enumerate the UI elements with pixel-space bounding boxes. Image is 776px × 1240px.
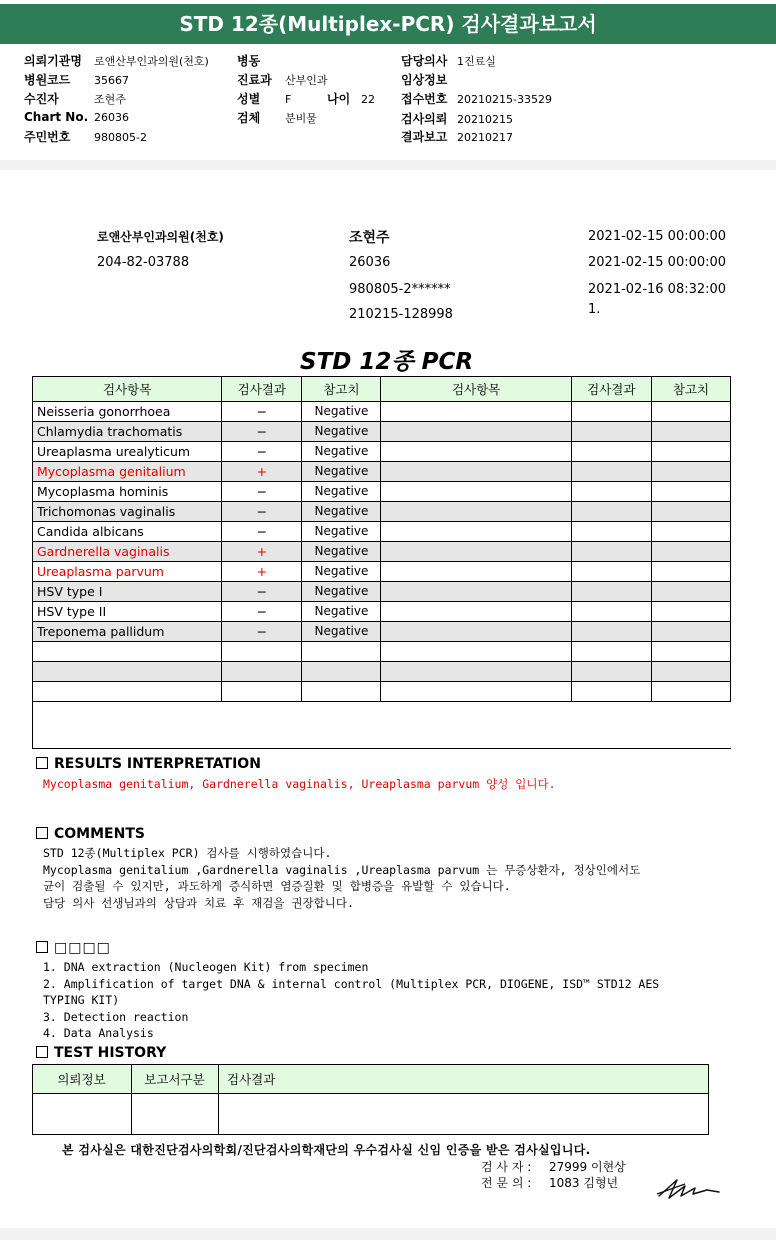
table-row xyxy=(33,562,731,582)
empty-cell xyxy=(651,662,730,682)
meta-sex: 성별 F xyxy=(237,92,292,106)
meta-hospital-code: 병원코드 35667 xyxy=(24,73,129,87)
empty-cell xyxy=(33,702,731,749)
result-cell: + xyxy=(222,562,302,582)
comment-line: 균이 검출될 수 있지만, 과도하게 증식하면 염증질환 및 합병증을 유발할 수 있습니다. xyxy=(43,879,511,893)
method-line: 4. Data Analysis xyxy=(43,1026,154,1040)
empty-cell xyxy=(381,642,571,662)
empty-cell xyxy=(381,482,571,502)
reference-cell: Negative xyxy=(302,582,381,602)
meta-age: 나이 22 xyxy=(327,92,375,106)
empty-cell xyxy=(571,682,651,702)
method-text xyxy=(43,959,659,1042)
empty-cell xyxy=(302,642,381,662)
empty-cell xyxy=(571,442,651,462)
empty-cell xyxy=(571,502,651,522)
patient-chart: 26036 xyxy=(349,255,391,270)
header-test-item-2: 검사항목 xyxy=(381,377,571,402)
header-reference: 참고치 xyxy=(302,377,381,402)
reference-cell: Negative xyxy=(302,502,381,522)
reference-cell: Negative xyxy=(302,602,381,622)
meta-examinee: 수진자 조현주 xyxy=(24,92,126,106)
test-item-cell: Chlamydia trachomatis xyxy=(33,422,222,442)
interpretation-title: RESULTS INTERPRETATION xyxy=(36,756,261,772)
empty-cell xyxy=(381,682,571,702)
empty-cell xyxy=(302,682,381,702)
table-footer-row xyxy=(33,702,731,749)
pcr-title: STD 12종 PCR xyxy=(300,349,474,375)
report-title-bar: STD 12종(Multiplex-PCR) 검사결과보고서 xyxy=(0,4,776,44)
result-cell: − xyxy=(222,482,302,502)
table-row xyxy=(33,462,731,482)
empty-cell xyxy=(651,562,730,582)
empty-cell xyxy=(571,662,651,682)
empty-cell xyxy=(571,582,651,602)
header-result-2: 검사결과 xyxy=(571,377,651,402)
empty-cell xyxy=(222,662,302,682)
meta-specimen: 검체 분비물 xyxy=(237,111,317,125)
history-header-result: 검사결과 xyxy=(219,1065,709,1094)
empty-cell xyxy=(381,662,571,682)
patient-institution: 로앤산부인과의원(천호) xyxy=(97,230,224,244)
table-row xyxy=(33,502,731,522)
table-row xyxy=(33,642,731,662)
meta-chart: Chart No. 26036 xyxy=(24,110,129,124)
examiner-signature: 검 사 자 : 27999 이현상 xyxy=(481,1160,626,1174)
empty-cell xyxy=(571,482,651,502)
meta-dept: 진료과 산부인과 xyxy=(237,73,328,87)
result-cell: − xyxy=(222,522,302,542)
meta-ward: 병동 xyxy=(237,54,261,68)
test-item-cell: Gardnerella vaginalis xyxy=(33,542,222,562)
table-row xyxy=(33,682,731,702)
results-header-row xyxy=(33,377,731,402)
test-item-cell: Treponema pallidum xyxy=(33,622,222,642)
test-item-cell: HSV type I xyxy=(33,582,222,602)
empty-cell xyxy=(381,462,571,482)
result-cell: − xyxy=(222,622,302,642)
reference-cell: Negative xyxy=(302,442,381,462)
history-row xyxy=(33,1094,709,1135)
empty-cell xyxy=(571,562,651,582)
empty-cell xyxy=(381,562,571,582)
table-row xyxy=(33,402,731,422)
empty-cell xyxy=(571,642,651,662)
test-item-cell: Ureaplasma urealyticum xyxy=(33,442,222,462)
table-row xyxy=(33,602,731,622)
patient-name: 조현주 xyxy=(349,230,390,246)
empty-cell xyxy=(651,502,730,522)
checkbox-icon xyxy=(36,757,48,769)
empty-cell xyxy=(222,682,302,702)
empty-cell xyxy=(651,522,730,542)
results-table xyxy=(32,376,731,749)
result-cell: + xyxy=(222,462,302,482)
empty-cell xyxy=(571,522,651,542)
empty-cell xyxy=(381,502,571,522)
result-cell: + xyxy=(222,542,302,562)
history-title: TEST HISTORY xyxy=(36,1045,166,1061)
reference-cell: Negative xyxy=(302,422,381,442)
report-header xyxy=(0,0,776,160)
header-result: 검사결과 xyxy=(222,377,302,402)
empty-cell xyxy=(651,542,730,562)
test-item-cell: Ureaplasma parvum xyxy=(33,562,222,582)
test-item-cell: Neisseria gonorrhoea xyxy=(33,402,222,422)
method-title: □□□□ xyxy=(36,940,111,956)
header-test-item: 검사항목 xyxy=(33,377,222,402)
method-line: 2. Amplification of target DNA & internal control (Multiplex PCR, DIOGENE, ISD™ STD12 AES xyxy=(43,976,660,991)
reference-cell: Negative xyxy=(302,522,381,542)
interpretation-text: Mycoplasma genitalium, Gardnerella vaginalis, Ureaplasma parvum 양성 입니다. xyxy=(43,777,556,791)
reference-cell: Negative xyxy=(302,542,381,562)
header-reference-2: 참고치 xyxy=(651,377,730,402)
empty-cell xyxy=(651,642,730,662)
empty-cell xyxy=(651,442,730,462)
meta-ssn: 주민번호 980805-2 xyxy=(24,130,147,144)
empty-cell xyxy=(651,462,730,482)
table-row xyxy=(33,442,731,462)
empty-cell xyxy=(571,542,651,562)
comment-line: 담당 의사 선생님과의 상담과 치료 후 재검을 권장합니다. xyxy=(43,895,354,910)
meta-receipt: 접수번호 20210215-33529 xyxy=(401,92,552,106)
meta-doctor: 담당의사 1진료실 xyxy=(401,54,496,68)
empty-cell xyxy=(33,682,222,702)
comment-line: Mycoplasma genitalium ,Gardnerella vaginalis ,Ureaplasma parvum 는 무증상환자, 정상인에서도 xyxy=(43,862,641,877)
result-cell: − xyxy=(222,502,302,522)
reference-cell: Negative xyxy=(302,622,381,642)
date-3-suffix: 1. xyxy=(588,302,601,317)
test-item-cell: Trichomonas vaginalis xyxy=(33,502,222,522)
empty-cell xyxy=(571,422,651,442)
result-cell: − xyxy=(222,422,302,442)
empty-cell xyxy=(381,542,571,562)
meta-clinical: 임상정보 xyxy=(401,73,448,87)
result-cell: − xyxy=(222,582,302,602)
empty-cell xyxy=(571,602,651,622)
empty-cell xyxy=(571,402,651,422)
empty-cell xyxy=(302,662,381,682)
history-header-request: 의뢰정보 xyxy=(33,1065,132,1094)
empty-cell xyxy=(381,402,571,422)
table-row xyxy=(33,662,731,682)
empty-cell xyxy=(381,442,571,462)
empty-cell xyxy=(651,482,730,502)
test-item-cell: Candida albicans xyxy=(33,522,222,542)
comments-title: COMMENTS xyxy=(36,826,145,842)
method-line: TYPING KIT) xyxy=(43,993,120,1007)
empty-cell xyxy=(651,622,730,642)
table-row xyxy=(33,422,731,442)
reference-cell: Negative xyxy=(302,462,381,482)
test-item-cell: Mycoplasma genitalium xyxy=(33,462,222,482)
comments-text xyxy=(43,845,640,911)
result-cell: − xyxy=(222,402,302,422)
empty-cell xyxy=(222,642,302,662)
empty-cell xyxy=(381,582,571,602)
checkbox-icon xyxy=(36,1046,48,1058)
empty-cell xyxy=(651,422,730,442)
result-cell: − xyxy=(222,442,302,462)
reference-cell: Negative xyxy=(302,402,381,422)
meta-request: 검사의뢰 20210215 xyxy=(401,112,513,126)
empty-cell xyxy=(381,522,571,542)
meta-institution: 의뢰기관명 로앤산부인과의원(천호) xyxy=(24,54,209,68)
reference-cell: Negative xyxy=(302,482,381,502)
date-2: 2021-02-15 00:00:00 xyxy=(588,255,727,270)
history-header-row xyxy=(33,1065,709,1094)
table-row xyxy=(33,622,731,642)
table-row xyxy=(33,482,731,502)
method-line: 3. Detection reaction xyxy=(43,1009,189,1024)
test-item-cell: HSV type II xyxy=(33,602,222,622)
empty-cell xyxy=(381,422,571,442)
patient-business-no: 204-82-03788 xyxy=(97,255,190,270)
patient-sample-id: 210215-128998 xyxy=(349,307,453,322)
empty-cell xyxy=(651,582,730,602)
test-item-cell: Mycoplasma hominis xyxy=(33,482,222,502)
signature-scribble-icon xyxy=(655,1172,723,1202)
empty-cell xyxy=(571,622,651,642)
empty-cell xyxy=(651,602,730,622)
table-row xyxy=(33,542,731,562)
specialist-signature: 전 문 의 : 1083 김형년 xyxy=(481,1176,619,1190)
result-cell: − xyxy=(222,602,302,622)
method-line: 1. DNA extraction (Nucleogen Kit) from specimen xyxy=(43,960,369,974)
comment-line: STD 12종(Multiplex PCR) 검사를 시행하였습니다. xyxy=(43,846,332,860)
date-1: 2021-02-15 00:00:00 xyxy=(588,229,727,244)
patient-ssn: 980805-2****** xyxy=(349,282,451,297)
empty-cell xyxy=(381,602,571,622)
table-row xyxy=(33,522,731,542)
table-row xyxy=(33,582,731,602)
date-3: 2021-02-16 08:32:00 xyxy=(588,282,727,297)
checkbox-icon xyxy=(36,827,48,839)
meta-report: 결과보고 20210217 xyxy=(401,130,513,144)
history-table xyxy=(32,1064,709,1135)
checkbox-icon xyxy=(36,941,48,953)
empty-cell xyxy=(33,642,222,662)
empty-cell xyxy=(651,682,730,702)
certification-text: 본 검사실은 대한진단검사의학회/진단검사의학재단의 우수검사실 신임 인증을 받은 검사실입니다. xyxy=(62,1143,591,1157)
empty-cell xyxy=(381,622,571,642)
empty-cell xyxy=(571,462,651,482)
empty-cell xyxy=(33,662,222,682)
reference-cell: Negative xyxy=(302,562,381,582)
empty-cell xyxy=(651,402,730,422)
history-header-report-type: 보고서구분 xyxy=(132,1065,219,1094)
